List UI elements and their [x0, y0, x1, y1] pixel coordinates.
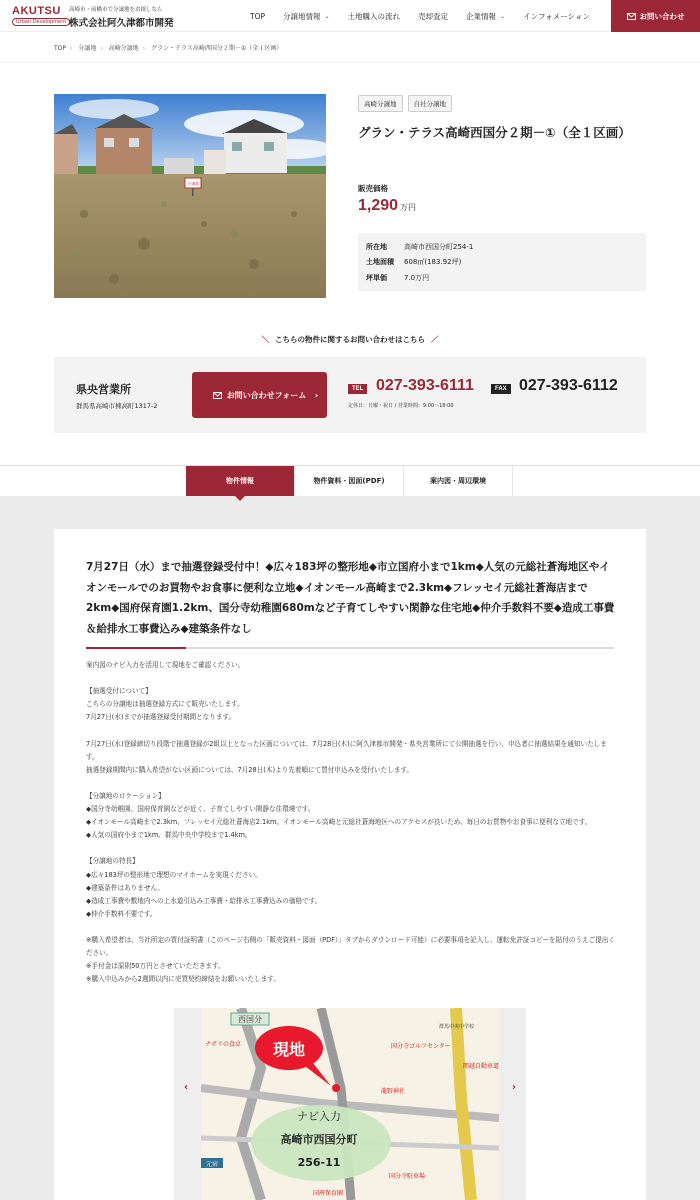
tag-own[interactable]: 自社分譲地 [408, 95, 453, 112]
tel-number[interactable]: 027-393-6111 [376, 377, 474, 394]
desc-line: 案内図のナビ入力を活用して現地をご確認ください。 [86, 661, 245, 669]
inquiry-box [54, 357, 646, 433]
desc-line: 抽選登録期間内に購入希望がない区画については、7月28日(木)より先着順にて買付申込みを受付いたします。 [86, 765, 413, 774]
map-site-label: 現地 [272, 1040, 306, 1059]
carousel-prev-icon[interactable]: ‹ [184, 1082, 189, 1093]
tab-label: 物件情報 [226, 477, 254, 485]
price-value: 1,290 [358, 197, 399, 214]
tab-property-info[interactable] [186, 466, 295, 496]
spec-value: 7.0万円 [404, 273, 430, 282]
site-header [0, 0, 700, 32]
spec-value: 高崎市西国分町254-1 [404, 242, 474, 251]
nav-info[interactable] [523, 11, 590, 22]
desc-line: 【分譲地のロケーション】 [86, 791, 165, 800]
price [358, 197, 416, 215]
desc-line: ◆建築条件はありません。 [86, 883, 164, 892]
property-description [86, 659, 616, 986]
brand-name: 株式会社阿久津都市開発 [69, 18, 174, 29]
desc-line: 【抽選受付について】 [86, 687, 152, 696]
tab-documents[interactable] [295, 466, 404, 496]
nav-info-label: インフォメーション [523, 11, 590, 21]
nav-lots-label: 分譲地情報 [283, 11, 321, 21]
nav-assessment[interactable] [418, 11, 448, 22]
breadcrumb-current: グラン・テラス高崎西国分２期－①（全１区画） [151, 45, 283, 52]
logo-tag: Urban Development [12, 18, 70, 26]
nav-lots[interactable] [283, 11, 330, 22]
headline-rule [86, 647, 614, 649]
map-label-nursery: 国府保育園 [313, 1190, 344, 1197]
map-label-golf: 国分寺ゴルフセンター [391, 1043, 451, 1050]
property-title: グラン・テラス高崎西国分２期－①（全１区画） [358, 125, 631, 140]
map-label-school: 群馬中央中学校 [439, 1024, 475, 1030]
desc-line: ※手付金は原則50万円とさせていただきます。 [86, 962, 225, 971]
breadcrumb-sep: › [70, 45, 73, 52]
slash-right-icon: ／ [431, 335, 439, 344]
map-navi-num: 256-11 [297, 1156, 341, 1169]
map-label-nishikokubu: 西国分 [238, 1015, 262, 1024]
desc-line: ※購入希望者は、当社所定の買付証明書（このページ右側の「販売資料・図面（PDF）」タブからダウンロード可能）に必要事項を記入し、運転免許証コピーを貼付のうえご提出ください。 [86, 935, 615, 958]
desc-line: 【分譲地の特長】 [86, 857, 139, 866]
desc-line: ◆イオンモール高崎まで2.3km、フレッセイ元総社蒼海店2.1km。イオンモール高崎と元総社蒼海地区へのアクセスが良いため、毎日のお買物やお食事に便利な立地です。 [86, 818, 592, 827]
office-name: 県央営業所 [76, 383, 131, 396]
inquiry-form-button[interactable] [192, 372, 327, 418]
tag-takasaki[interactable]: 高崎分譲地 [358, 95, 403, 112]
inquiry-heading-text: こちらの物件に関するお問い合わせはこちら [275, 335, 425, 344]
map-label-parking: 国分寺駐車場 [389, 1173, 426, 1180]
map-label-expressway: 関越自動車道 [463, 1063, 499, 1070]
chevron-down-icon: ⌄ [500, 12, 506, 20]
mail-icon [627, 13, 636, 20]
company-logo[interactable] [12, 5, 67, 27]
office-address: 群馬県高崎市棟高町1317-2 [76, 402, 158, 410]
desc-line: ※購入申込みから2週間以内に売買契約締結をお願いいたします。 [86, 975, 280, 984]
desc-line: 7月27日(水)までが抽選登録受付期間となります。 [86, 713, 236, 722]
desc-line [86, 724, 616, 737]
nav-assessment-label: 売却査定 [418, 11, 449, 21]
desc-line: ◆仲介手数料不要です。 [86, 909, 157, 918]
spec-table [358, 233, 646, 291]
carousel-next-icon[interactable]: › [511, 1082, 516, 1093]
tab-bar [186, 466, 513, 496]
desc-line [86, 672, 616, 685]
tel-badge: TEL [348, 384, 367, 394]
map-label-shrine: 龍野神社 [381, 1088, 406, 1095]
brand[interactable] [69, 5, 174, 29]
desc-line: こちらの分譲地は抽選登録方式にて販売いたします。 [86, 700, 244, 709]
brand-tagline: 高崎市・前橋市で分譲地をお探しなら [69, 7, 163, 13]
spec-row [366, 255, 638, 271]
divider [0, 62, 700, 63]
nav-top-label: TOP [250, 11, 266, 21]
chevron-right-icon: › [314, 390, 318, 400]
tab-label: 物件資料・図面(PDF) [313, 477, 385, 485]
desc-line: ◆広々183坪の整形地で理想のマイホームを実現ください。 [86, 870, 262, 879]
nav-flow[interactable] [348, 11, 401, 22]
property-headline: 7月27日（水）まで抽選登録受付中！◆広々183坪の整形地◆市立国府小まで1km◆人気の元総社蒼海地区やイオンモールでのお買物やお食事に便利な立地◆イオンモール高崎まで2.3km◆フレッセイ元総社蒼海店まで2km◆国府保育園1.2km、国分寺幼稚園680mなど子育てしやすい閑静な住宅地◆仲介手数料不要◆造成工事費＆給排水工事費込み◆建築条件なし [86, 561, 615, 635]
breadcrumb-top[interactable]: TOP [54, 45, 67, 52]
price-label: 販売価格 [358, 184, 388, 193]
photo-sign-text: 分譲地 [187, 181, 199, 186]
breadcrumb-sep: › [100, 45, 103, 52]
chevron-down-icon: ⌄ [324, 12, 330, 20]
desc-line [86, 842, 616, 855]
map-navi-title: ナビ入力 [297, 1110, 341, 1123]
mail-icon [213, 392, 222, 399]
tab-label: 案内図・周辺環境 [430, 477, 486, 485]
business-hours: 定休日：日曜・祝日 / 営業時間：9:00〜18:00 [348, 403, 454, 409]
content-card [54, 529, 646, 1200]
spec-key: 所在地 [366, 242, 387, 251]
contact-button-label: お問い合わせ [639, 11, 685, 21]
desc-line: ◆国分寺幼稚園、国府保育園などが近く、子育てしやすい閑静な住環境です。 [86, 805, 315, 814]
nav-company[interactable] [466, 11, 505, 22]
fax-badge: FAX [491, 384, 511, 394]
breadcrumb-sep: › [142, 45, 146, 52]
spec-key: 土地面積 [366, 258, 394, 267]
main-nav [250, 0, 608, 32]
property-photo [54, 94, 326, 298]
nav-flow-label: 土地購入の流れ [347, 11, 401, 21]
spec-row [366, 270, 638, 286]
slash-left-icon: ＼ [261, 335, 269, 344]
map-carousel [174, 1008, 526, 1200]
desc-line: ◆人気の国府小まで1km、群馬中央中学校まで1.4km。 [86, 831, 252, 840]
map-navi-addr: 高崎市西国分町 [280, 1133, 358, 1146]
guide-map [201, 1008, 499, 1200]
nav-top[interactable] [250, 12, 265, 21]
breadcrumb-lots[interactable]: 分譲地 [78, 45, 97, 52]
desc-line: 7月27日(水)登録締切り段階で抽選登録が2組以上となった区画については、7月28日(木)に阿久津都市開発・県央営業所にて公開抽選を行い、申込者に抽選結果を通知いたします。 [86, 739, 607, 761]
spec-value: 608㎡(183.92坪) [404, 258, 462, 267]
desc-line [86, 777, 616, 790]
breadcrumb-takasaki[interactable]: 高崎分譲地 [108, 45, 139, 52]
fax-number: 027-393-6112 [519, 377, 618, 394]
inquiry-form-label: お問い合わせフォーム [226, 390, 307, 400]
property-tags [358, 95, 457, 112]
spec-row [366, 239, 638, 255]
map-label-motojuku: 元宿 [205, 1161, 219, 1168]
tab-map[interactable] [404, 466, 513, 496]
inquiry-heading [0, 334, 700, 345]
contact-button[interactable] [611, 0, 700, 32]
desc-line [86, 921, 616, 934]
map-label-napoli: ナポリの食卓 [205, 1041, 242, 1048]
logo-word: AKUTSU [12, 5, 61, 17]
breadcrumb [54, 43, 282, 52]
price-unit: 万円 [400, 203, 417, 212]
nav-company-label: 企業情報 [466, 11, 497, 21]
spec-key: 坪単価 [366, 273, 387, 282]
desc-line: ◆造成工事費や敷地内への上水道引込み工事費・給排水工事費込みの価格です。 [86, 896, 322, 905]
